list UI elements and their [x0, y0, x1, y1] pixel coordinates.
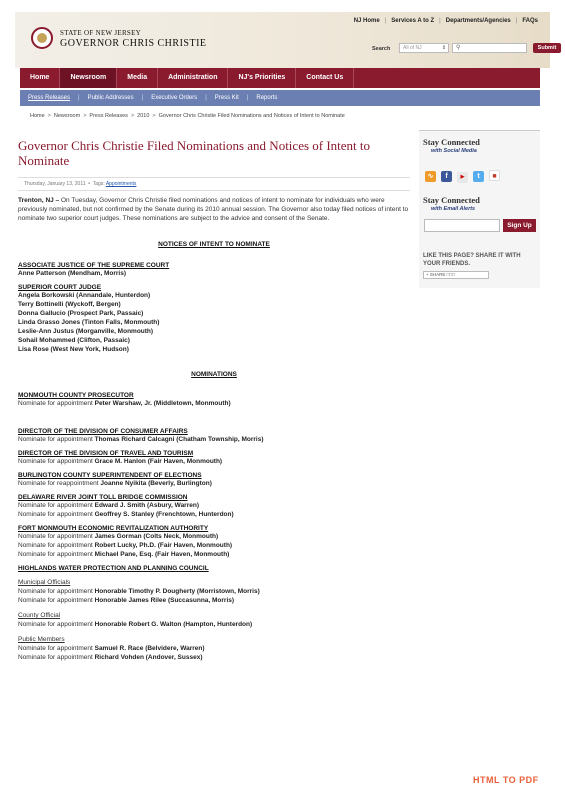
search-submit-button[interactable]: Submit — [533, 43, 561, 53]
nj-home-link[interactable]: NJ Home — [353, 18, 380, 24]
intro-paragraph — [18, 196, 410, 223]
judge-name: Leslie-Ann Justus (Morganville, Monmouth) — [18, 328, 154, 335]
section-heading: HIGHLANDS WATER PROTECTION AND PLANNING COUNCIL — [18, 565, 209, 572]
nomination-line: Nominate for appointment James Gorman (Colts Neck, Monmouth) — [18, 533, 219, 540]
departments-link[interactable]: Departments/Agencies — [445, 18, 511, 24]
crumb-newsroom[interactable]: Newsroom — [53, 113, 81, 119]
crumb-year[interactable]: 2010 — [137, 113, 150, 119]
subnav-reports[interactable]: Reports — [256, 95, 278, 101]
judge-name: Terry Bottinelli (Wyckoff, Bergen) — [18, 301, 121, 308]
nomination-line: Nominate for appointment Honorable Robert G. Walton (Hampton, Hunterdon) — [18, 621, 253, 628]
flickr-icon[interactable]: ■ — [489, 170, 500, 181]
judge-name: Angela Borkowski (Annandale, Hunterdon) — [18, 292, 151, 299]
article-date: Thursday, January 13, 2011 — [24, 181, 86, 187]
page-title: Governor Chris Christie Filed Nominations and Notices of Intent to Nominate — [18, 138, 371, 168]
crumb-press-releases[interactable]: Press Releases — [89, 113, 128, 119]
search-label: Search — [372, 46, 391, 52]
nav-contact[interactable]: Contact Us — [296, 68, 354, 88]
nomination-line: Nominate for reappointment Joanne Nyikita (Beverly, Burlington) — [18, 480, 212, 487]
nominations-heading: NOMINATIONS — [191, 371, 237, 378]
email-input[interactable] — [424, 219, 500, 232]
judge-name: Donna Gallucio (Prospect Park, Passaic) — [18, 310, 144, 317]
nav-priorities[interactable]: NJ's Priorities — [228, 68, 296, 88]
dateline: Trenton, NJ – — [18, 197, 60, 204]
updown-arrow-icon: ⇕ — [441, 45, 446, 51]
section-heading: DIRECTOR OF THE DIVISION OF TRAVEL AND TOURISM — [18, 450, 194, 457]
nav-home[interactable]: Home — [20, 68, 60, 88]
share-services-icons: □□□ — [446, 272, 455, 277]
subnav-executive-orders[interactable]: Executive Orders — [151, 95, 198, 101]
intro-text: On Tuesday, Governor Chris Christie filed nominations and notices of intent to nominate for individuals who were previously nominated, but not confirmed by the Senate during its 2010 annual session. The Governor also today filed notices of intent to nominate two superior court judges. These nominations are subject to the advice and consent of the Senate. — [18, 197, 409, 222]
section-heading: DIRECTOR OF THE DIVISION OF CONSUMER AFFAIRS — [18, 428, 188, 435]
judge-name: Lisa Rose (West New York, Hudson) — [18, 346, 129, 353]
nomination-line: Nominate for appointment Richard Vohden (Andover, Sussex) — [18, 654, 203, 661]
email-alerts-subheading: with Email Alerts — [431, 206, 476, 212]
crumb-current: Governor Chris Christie Filed Nominations and Notices of Intent to Nominate — [158, 113, 345, 119]
twitter-icon[interactable]: t — [473, 171, 484, 182]
article-meta: Thursday, January 13, 2011 • Tags: Appointments — [18, 177, 410, 191]
social-media-subheading: with Social Media — [431, 148, 477, 154]
superior-court-heading: SUPERIOR COURT JUDGE — [18, 284, 102, 291]
assoc-justice-name: Anne Patterson (Mendham, Morris) — [18, 270, 126, 277]
nomination-line: Nominate for appointment Honorable Timothy P. Dougherty (Morristown, Morris) — [18, 588, 260, 595]
brand-governor[interactable]: GOVERNOR CHRIS CHRISTIE — [60, 38, 207, 49]
tags-label: Tags: — [92, 181, 105, 187]
judge-name: Linda Grasso Jones (Tinton Falls, Monmouth) — [18, 319, 160, 326]
nav-media[interactable]: Media — [117, 68, 158, 88]
subsection-label: Public Members — [18, 636, 65, 643]
primary-nav — [20, 68, 540, 88]
search-input[interactable] — [452, 43, 527, 53]
notices-heading: NOTICES OF INTENT TO NOMINATE — [158, 241, 270, 248]
section-heading: DELAWARE RIVER JOINT TOLL BRIDGE COMMISSION — [18, 494, 188, 501]
search-scope-select[interactable]: All of NJ ⇕ — [399, 43, 449, 53]
sign-up-button[interactable]: Sign Up — [503, 219, 536, 232]
facebook-icon[interactable]: f — [441, 171, 452, 182]
subsection-label: Municipal Officials — [18, 579, 71, 586]
share-icon: + — [426, 272, 429, 277]
tag-appointments-link[interactable]: Appointments — [105, 181, 137, 187]
section-heading: BURLINGTON COUNTY SUPERINTENDENT OF ELECTIONS — [18, 472, 202, 479]
nomination-line: Nominate for appointment Michael Pane, Esq. (Fair Haven, Monmouth) — [18, 551, 230, 558]
judge-name: Sohail Mohammed (Clifton, Passaic) — [18, 337, 130, 344]
secondary-nav: Press Releases | Public Addresses | Executive Orders | Press Kit | Reports — [20, 90, 540, 106]
services-link[interactable]: Services A to Z — [391, 18, 435, 24]
assoc-justice-heading: ASSOCIATE JUSTICE OF THE SUPREME COURT — [18, 262, 170, 269]
nomination-line: Nominate for appointment Edward J. Smith (Asbury, Warren) — [18, 502, 199, 509]
subnav-public-addresses[interactable]: Public Addresses — [87, 95, 134, 101]
share-button[interactable]: + SHARE □□□ — [423, 271, 489, 279]
brand-state[interactable]: STATE OF NEW JERSEY — [60, 29, 142, 37]
nomination-line: Nominate for appointment Geoffrey S. Stanley (Frenchtown, Hunterdon) — [18, 511, 234, 518]
nomination-line: Nominate for appointment Thomas Richard Calcagni (Chatham Township, Morris) — [18, 436, 264, 443]
stay-connected-heading: Stay Connected — [423, 137, 480, 147]
nomination-line: Nominate for appointment Robert Lucky, Ph.D. (Fair Haven, Monmouth) — [18, 542, 233, 549]
breadcrumb: Home > Newsroom > Press Releases > 2010 > Governor Chris Christie Filed Nominations and Notices of Intent to Nominate — [30, 113, 345, 119]
nav-administration[interactable]: Administration — [158, 68, 228, 88]
nomination-line: Nominate for appointment Peter Warshaw, Jr. (Middletown, Monmouth) — [18, 400, 231, 407]
stay-connected-email-heading: Stay Connected — [423, 195, 480, 205]
sidebar — [419, 130, 540, 288]
site-header — [15, 12, 557, 68]
html-to-pdf-watermark: HTML TO PDF — [473, 775, 539, 785]
state-seal-icon[interactable] — [31, 27, 53, 49]
section-heading: MONMOUTH COUNTY PROSECUTOR — [18, 392, 134, 399]
subsection-label: County Official — [18, 612, 61, 619]
section-heading: FORT MONMOUTH ECONOMIC REVITALIZATION AUTHORITY — [18, 525, 209, 532]
faqs-link[interactable]: FAQs — [522, 18, 538, 24]
subnav-press-kit[interactable]: Press Kit — [214, 95, 239, 101]
nomination-line: Nominate for appointment Honorable James Rilee (Succasunna, Morris) — [18, 597, 235, 604]
nav-newsroom[interactable]: Newsroom — [60, 68, 117, 88]
crumb-home[interactable]: Home — [30, 113, 45, 119]
nomination-line: Nominate for appointment Grace M. Hanlon (Fair Haven, Monmouth) — [18, 458, 223, 465]
social-icons — [425, 165, 505, 183]
utility-links: NJ Home | Services A to Z | Departments/Agencies | FAQs — [353, 18, 538, 24]
nomination-line: Nominate for appointment Samuel R. Race (Belvidere, Warren) — [18, 645, 205, 652]
subnav-press-releases[interactable]: Press Releases — [28, 95, 71, 101]
youtube-icon[interactable]: ▶ — [457, 172, 468, 183]
search-icon: ⚲ — [456, 45, 461, 51]
share-prompt: LIKE THIS PAGE? SHARE IT WITH YOUR FRIENDS. — [423, 253, 521, 267]
rss-icon[interactable]: ∿ — [425, 171, 436, 182]
article — [18, 138, 410, 662]
